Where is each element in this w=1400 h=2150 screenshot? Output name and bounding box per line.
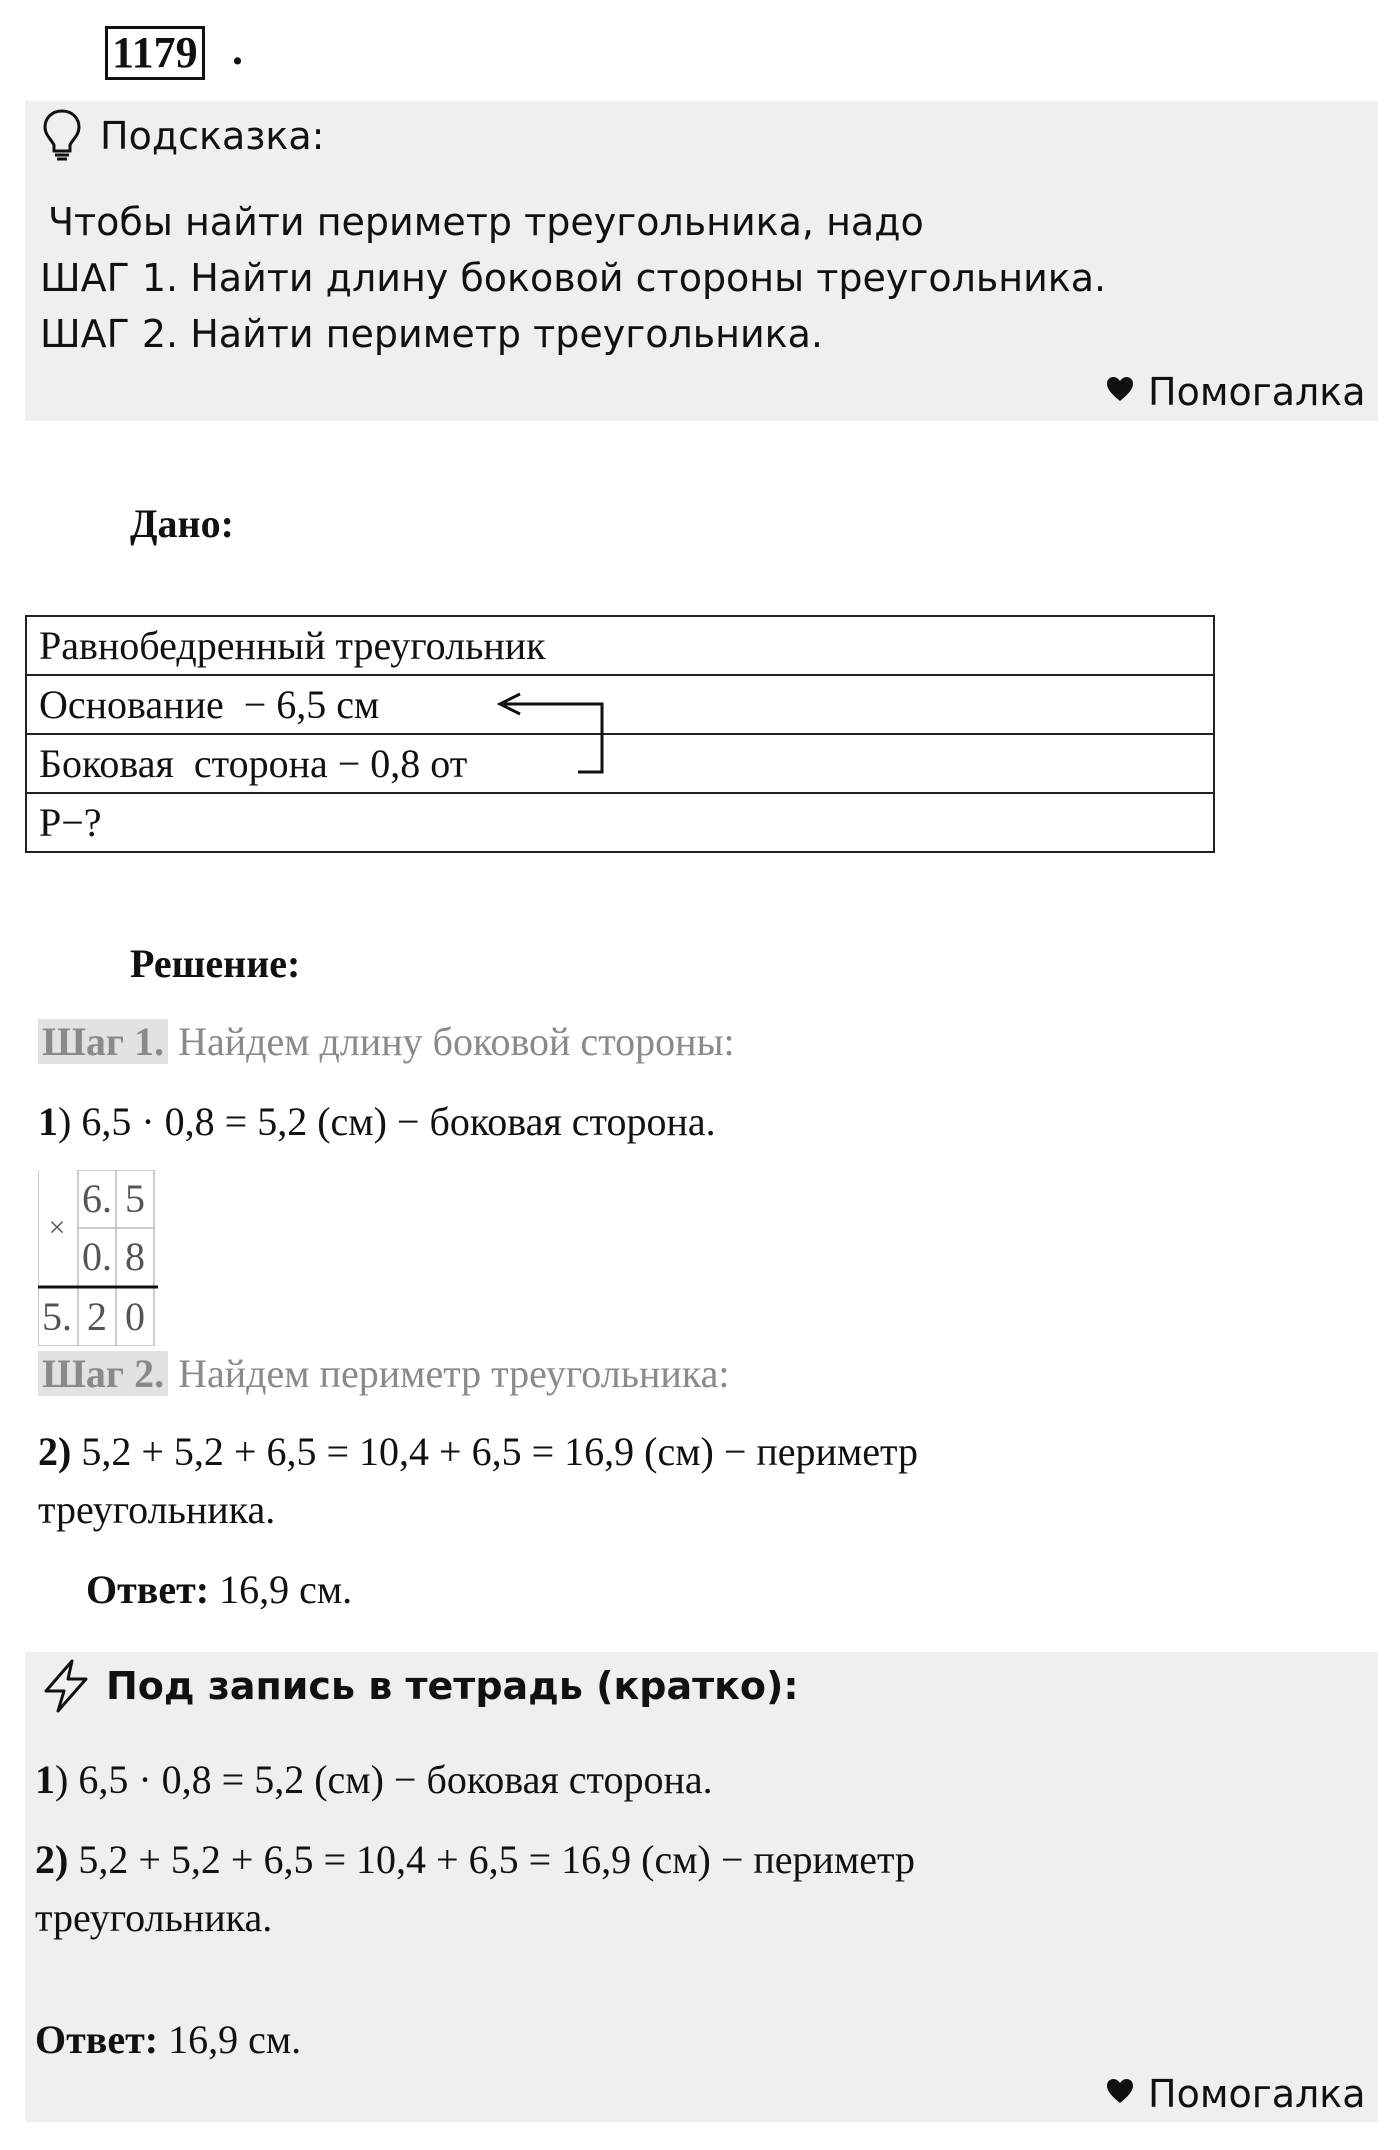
calc-cell: 5 bbox=[125, 1176, 145, 1221]
given-row-base: Основание − 6,5 см bbox=[26, 675, 1214, 734]
equation-2-number: 2) bbox=[38, 1429, 72, 1474]
lightning-icon bbox=[38, 1658, 94, 1714]
notes-answer-value: 16,9 см. bbox=[158, 2017, 302, 2062]
calc-cell: 6. bbox=[82, 1176, 112, 1221]
step1-text: Найдем длину боковой стороны: bbox=[168, 1019, 735, 1064]
hint-title: Подсказка: bbox=[100, 114, 325, 158]
calc-cell: 8 bbox=[125, 1234, 145, 1279]
solution-heading: Решение: bbox=[130, 941, 301, 986]
calc-cell: 0. bbox=[82, 1234, 112, 1279]
equation-1-text: ) 6,5 · 0,8 = 5,2 (см) − боковая сторона. bbox=[58, 1099, 716, 1144]
notes-equation-2-text: 5,2 + 5,2 + 6,5 = 10,4 + 6,5 = 16,9 (см) − периметр bbox=[68, 1837, 915, 1882]
step2-label: Шаг 2. bbox=[38, 1351, 168, 1396]
given-row-side: Боковая сторона − 0,8 от bbox=[26, 734, 1214, 793]
column-multiplication bbox=[38, 1170, 160, 1346]
given-row-triangle: Равнобедренный треугольник bbox=[26, 616, 1214, 675]
notes-credit: Помогалка bbox=[1148, 2072, 1366, 2116]
given-heading: Дано: bbox=[130, 501, 234, 546]
calc-cell: 2 bbox=[87, 1294, 107, 1339]
equation-2-text: 5,2 + 5,2 + 6,5 = 10,4 + 6,5 = 16,9 (см) − периметр bbox=[71, 1429, 918, 1474]
hint-line-step1: ШАГ 1. Найти длину боковой стороны треугольника. bbox=[40, 256, 1107, 300]
notes-equation-1 bbox=[35, 1754, 713, 1806]
answer-label: Ответ: bbox=[86, 1567, 210, 1612]
calc-grid bbox=[38, 1170, 160, 1346]
answer-value: 16,9 см. bbox=[209, 1567, 353, 1612]
equation-1 bbox=[38, 1096, 716, 1148]
given-row-perimeter: P−? bbox=[26, 793, 1214, 852]
calc-cell: 5. bbox=[42, 1294, 72, 1339]
given-table bbox=[25, 615, 1215, 853]
hint-credit: Помогалка bbox=[1148, 370, 1366, 414]
problem-number-dot: . bbox=[232, 25, 243, 74]
step1-label: Шаг 1. bbox=[38, 1019, 168, 1064]
equation-1-number: 1 bbox=[38, 1099, 58, 1144]
calc-cell: 0 bbox=[125, 1294, 145, 1339]
multiply-sign: × bbox=[48, 1211, 66, 1244]
notes-title: Под запись в тетрадь (кратко): bbox=[106, 1664, 799, 1708]
answer bbox=[86, 1564, 352, 1616]
heart-icon bbox=[1106, 2078, 1134, 2104]
lightbulb-icon bbox=[42, 108, 82, 162]
equation-2-continuation: треугольника. bbox=[38, 1487, 276, 1532]
problem-number: 1179 bbox=[105, 26, 205, 80]
notes-equation-2 bbox=[35, 1834, 915, 1886]
hint-line-step2: ШАГ 2. Найти периметр треугольника. bbox=[40, 312, 823, 356]
notes-equation-1-number: 1 bbox=[35, 1757, 55, 1802]
step1-line bbox=[38, 1016, 735, 1068]
equation-2 bbox=[38, 1426, 918, 1478]
heart-icon bbox=[1106, 376, 1134, 402]
hint-line-intro: Чтобы найти периметр треугольника, надо bbox=[48, 200, 924, 244]
notes-equation-2-number: 2) bbox=[35, 1837, 69, 1882]
relation-arrow bbox=[490, 690, 610, 790]
step2-line bbox=[38, 1348, 729, 1400]
notes-answer bbox=[35, 2014, 301, 2066]
step2-text: Найдем периметр треугольника: bbox=[168, 1351, 730, 1396]
notes-answer-label: Ответ: bbox=[35, 2017, 159, 2062]
notes-equation-1-text: ) 6,5 · 0,8 = 5,2 (см) − боковая сторона. bbox=[55, 1757, 713, 1802]
notes-equation-2-continuation: треугольника. bbox=[35, 1895, 273, 1940]
